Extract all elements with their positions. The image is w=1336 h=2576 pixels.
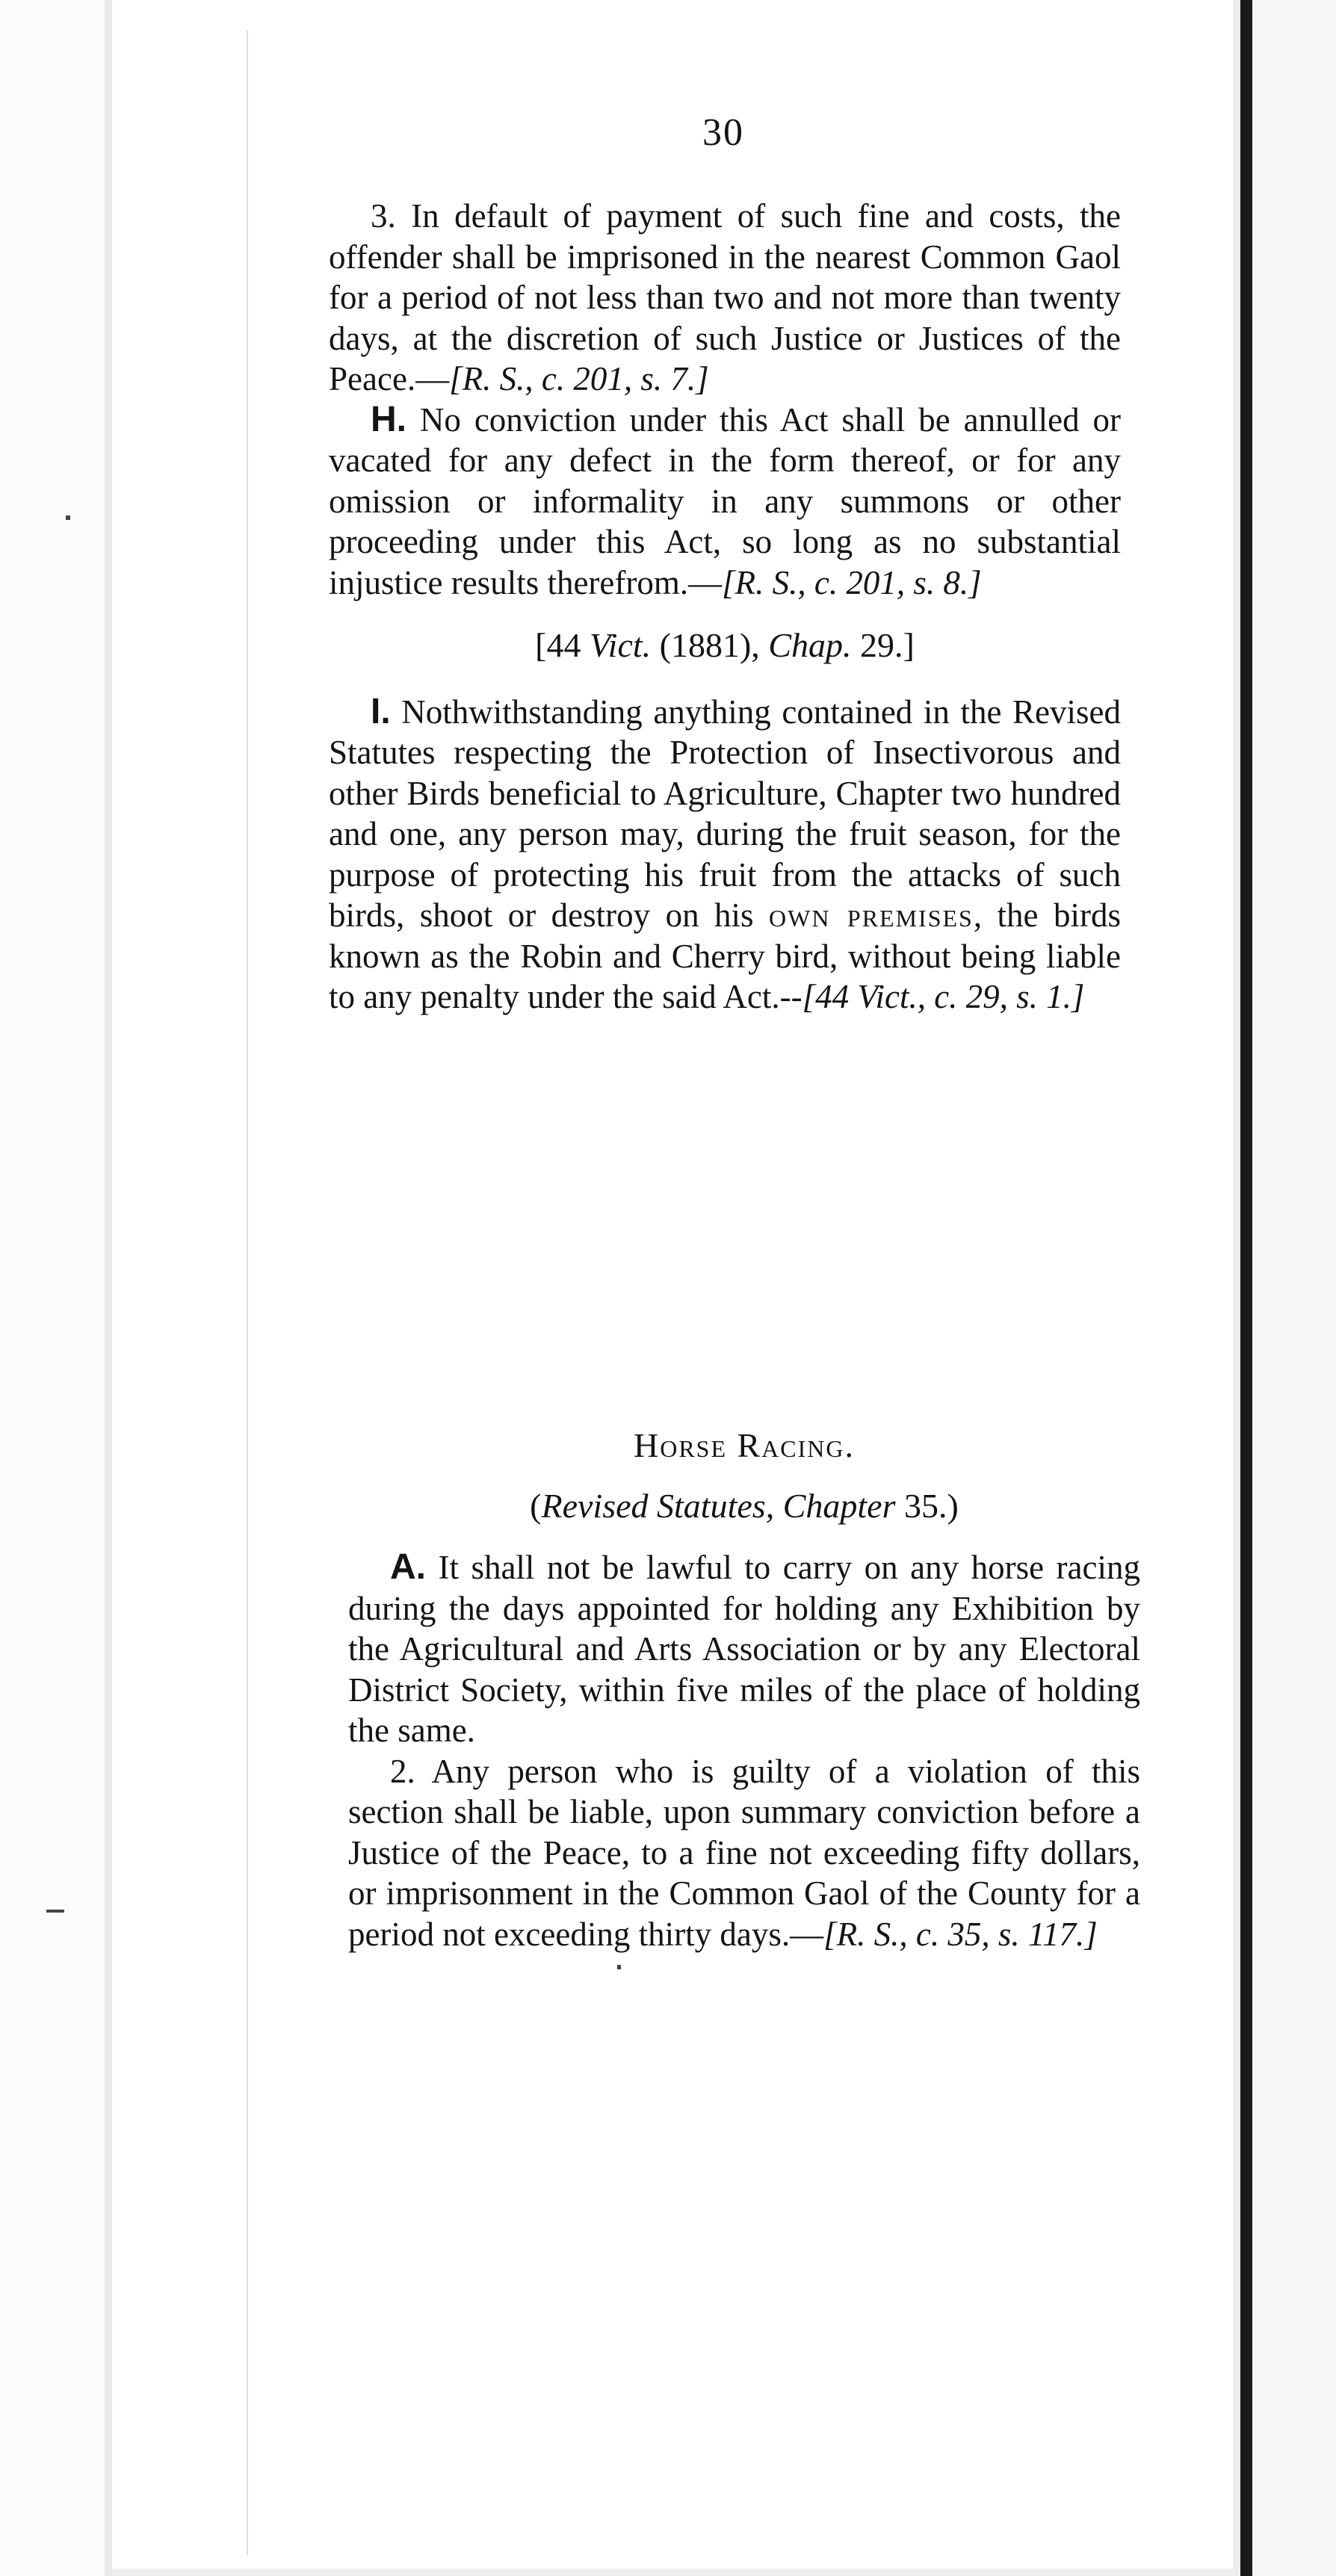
statute-heading-chap: Chap. [768, 626, 852, 664]
paragraph-H [329, 400, 1121, 604]
paragraph-A [348, 1547, 1140, 1751]
section-label-I: I. [371, 691, 391, 731]
paragraph-I-text-before: Nothwithstanding anything contained in the Revised Statutes respecting the Protection of Insectivorous and other Birds beneficial to Agriculture, Chapter two hundred and one, any person may, during the fruit season, for the purpose of protecting his fruit from the attacks of such birds, shoot or destroy on his [329, 693, 1121, 934]
paragraph-2 [348, 1751, 1140, 1955]
page-fold-line [247, 30, 248, 2555]
subtitle-close: 35.) [895, 1486, 959, 1525]
section-label-H: H. [371, 399, 406, 439]
statute-heading-close: 29.] [851, 626, 915, 664]
margin-tick-mark [46, 1910, 64, 1913]
scan-background-left [0, 0, 112, 2576]
section-label-A: A. [390, 1547, 426, 1587]
paragraph-H-text: No conviction under this Act shall be annulled or vacated for any defect in the form thereof, or for any omission or informality in any summons or other proceeding under this Act, so long as no substantial injustice results therefrom.— [329, 400, 1121, 601]
statute-heading-open: [44 [535, 626, 590, 664]
paragraph-H-citation: [R. S., c. 201, s. 8.] [722, 563, 982, 601]
statute-heading [329, 625, 1121, 666]
section-title-horse-racing: Horse Racing. [633, 1426, 856, 1464]
upper-text-block [329, 196, 1121, 1018]
paragraph-A-text: It shall not be lawful to carry on any horse racing during the days appointed for holding any Exhibition by the Agricultural and Arts Association or by any Electoral District Society, within five miles of the place of holding the same. [348, 1549, 1140, 1749]
statute-heading-year: (1881), [651, 626, 769, 664]
subtitle-open: ( [530, 1486, 542, 1525]
statute-heading-vict: Vict. [590, 626, 652, 664]
margin-tick-mark-2 [66, 515, 70, 520]
next-page-edge [1246, 0, 1336, 2576]
paragraph-2-citation: [R. S., c. 35, s. 117.] [823, 1915, 1098, 1953]
paragraph-I-citation: [44 Vict., c. 29, s. 1.] [802, 978, 1085, 1015]
paragraph-3-text: 3. In default of payment of such fine and costs, the offender shall be imprisoned in the nearest Common Gaol for a period of not less than two and not more than twenty days, at the discretion of such Justice or Justices of the Peace.— [329, 197, 1121, 397]
paragraph-I-text-after: , the birds known as the Robin and Cherry bird, without being liable to any penalty under the said Act.-- [329, 897, 1121, 1015]
paragraph-2-text: 2. Any person who is guilty of a violation of this section shall be liable, upon summary conviction before a Justice of the Peace, to a fine not exceeding fifty dollars, or imprisonment in the Common Gaol of the County for a period not exceeding thirty days.— [348, 1752, 1140, 1953]
paragraph-I-emphasis: own premises [769, 897, 974, 934]
paragraph-3-citation: [R. S., c. 201, s. 7.] [449, 360, 709, 397]
section-subtitle [348, 1486, 1140, 1527]
scan-speck [617, 1965, 621, 1969]
subtitle-italic: Revised Statutes, Chapter [541, 1486, 896, 1525]
paragraph-3 [329, 196, 1121, 400]
page-number: 30 [702, 111, 744, 154]
paragraph-I [329, 692, 1121, 1018]
lower-text-block [348, 1354, 1140, 1954]
